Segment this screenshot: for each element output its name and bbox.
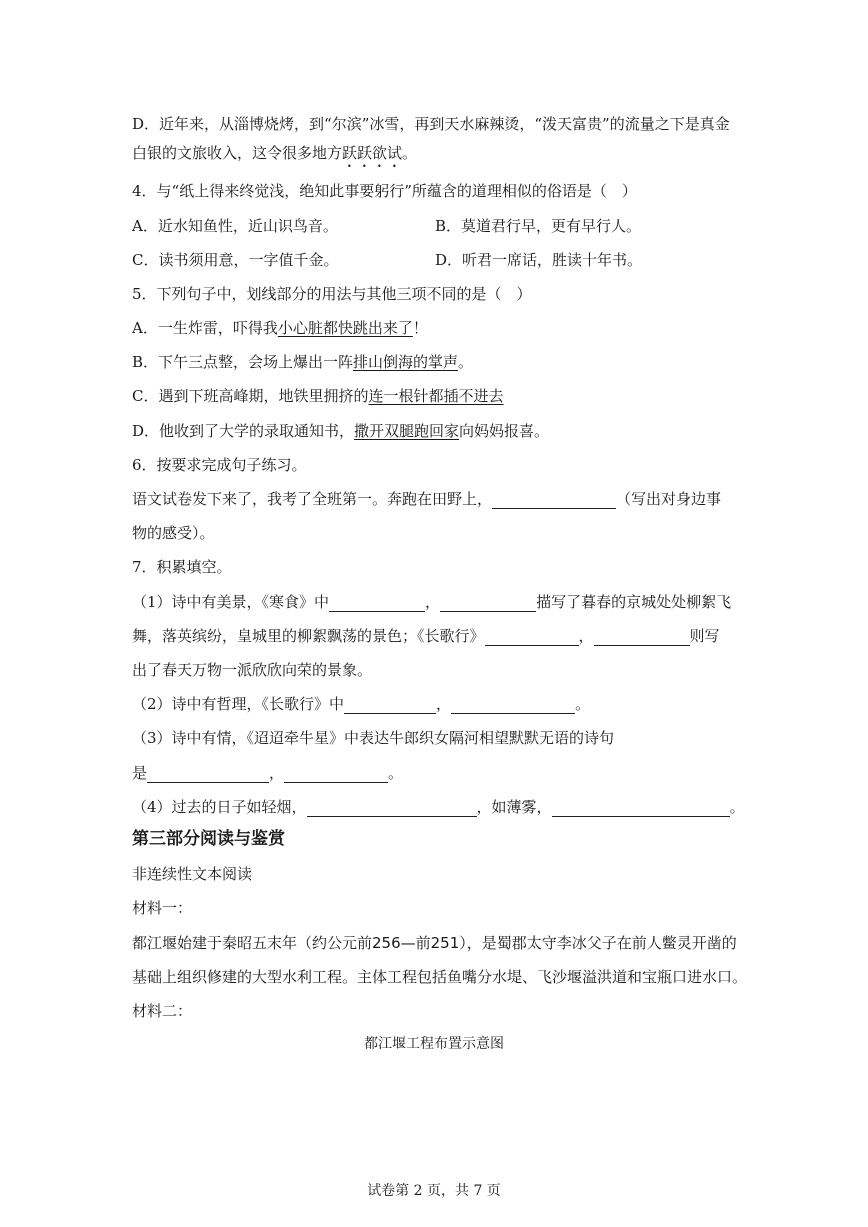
q7-part1-line3: 出了春天万物一派欣欣向荣的景象。 xyxy=(132,661,373,679)
material-1-line1: 都江堰始建于秦昭五末年（约公元前256—前251），是蜀郡太守李冰父子在前人鳖灵开凿的 xyxy=(132,934,737,952)
q5-option-d: D．他收到了大学的录取通知书，撒开双腿跑回家向妈妈报喜。 xyxy=(132,422,550,440)
q7-stem: 7．积累填空。 xyxy=(132,558,232,576)
q5-stem: 5．下列句子中，划线部分的用法与其他三项不同的是（ ） xyxy=(132,285,532,303)
answer-blank[interactable] xyxy=(594,629,690,646)
material-1-line2: 基础上组织修建的大型水利工程。主体工程包括鱼嘴分水堤、飞沙堰溢洪道和宝瓶口进水口。 xyxy=(132,968,748,986)
material-2-label: 材料二： xyxy=(132,1002,193,1020)
q7-part1-line2: 舞，落英缤纷，皇城里的柳絮飘荡的景色；《长歌行》 ， 则写 xyxy=(132,627,720,645)
underlined-phrase: 撒开双腿跑回家 xyxy=(354,422,460,440)
q3-option-d-line2: 白银的文旅收入，这令很多地方跃跃欲试。 xyxy=(132,144,418,162)
answer-blank[interactable] xyxy=(485,629,579,646)
answer-blank[interactable] xyxy=(147,766,269,783)
answer-blank[interactable] xyxy=(552,800,730,817)
q5-option-b: B．下午三点整，会场上爆出一阵排山倒海的掌声。 xyxy=(132,353,474,371)
section-subheading: 非连续性文本阅读 xyxy=(132,865,253,883)
answer-blank[interactable] xyxy=(440,595,536,612)
q5-option-a: A．一生炸雷，吓得我小心脏都快跳出来了！ xyxy=(132,319,428,337)
material-1-label: 材料一： xyxy=(132,899,193,917)
q6-stem: 6．按要求完成句子练习。 xyxy=(132,456,307,474)
dotted-word: 跃跃欲试 xyxy=(342,144,403,162)
q4-option-d: D．听君一席话，胜读十年书。 xyxy=(435,251,643,269)
q7-part1-line1: （1）诗中有美景，《寒食》中 ， 描写了暮春的京城处处柳絮飞 xyxy=(132,593,732,611)
q6-sentence-line1: 语文试卷发下来了，我考了全班第一。奔跑在田野上， （写出对身边事 xyxy=(132,490,722,508)
q4-option-c: C．读书须用意，一字值千金。 xyxy=(132,251,339,269)
answer-blank[interactable] xyxy=(344,697,436,714)
q6-sentence-line2: 物的感受）。 xyxy=(132,524,215,542)
q7-part4: （4）过去的日子如轻烟， ，如薄雾， 。 xyxy=(132,798,745,816)
q5-option-c: C．遇到下班高峰期，地铁里拥挤的连一根针都插不进去 xyxy=(132,387,504,405)
underlined-phrase: 排山倒海的掌声 xyxy=(353,353,459,371)
answer-blank[interactable] xyxy=(329,595,425,612)
underlined-phrase: 小心脏都快跳出来了 xyxy=(277,319,413,337)
q4-stem: 4．与“纸上得来终觉浅，绝知此事要躬行”所蕴含的道理相似的俗语是（ ） xyxy=(132,182,637,200)
q3-option-d-line1: D．近年来，从淄博烧烤，到“尔滨”冰雪，再到天水麻辣烫，“泼天富贵”的流量之下是真金 xyxy=(132,115,730,133)
section-heading: 第三部分阅读与鉴赏 xyxy=(132,829,285,849)
figure-title: 都江堰工程布置示意图 xyxy=(364,1036,504,1052)
page-footer: 试卷第 2 页，共 7 页 xyxy=(367,1183,501,1199)
answer-blank[interactable] xyxy=(307,800,477,817)
q4-option-a: A．近水知鱼性，近山识鸟音。 xyxy=(132,217,338,235)
q4-option-b: B．莫道君行早，更有早行人。 xyxy=(435,217,642,235)
answer-blank[interactable] xyxy=(284,766,388,783)
answer-blank[interactable] xyxy=(451,697,575,714)
underlined-phrase: 连一根针都插不进去 xyxy=(368,387,504,405)
q7-part2: （2）诗中有哲理，《长歌行》中 ， 。 xyxy=(132,695,591,713)
q7-part3-line1: （3）诗中有情，《迢迢牵牛星》中表达牛郎织女隔河相望默默无语的诗句 xyxy=(132,729,615,747)
q7-part3-line2: 是 ， 。 xyxy=(132,764,404,782)
answer-blank[interactable] xyxy=(492,492,616,509)
